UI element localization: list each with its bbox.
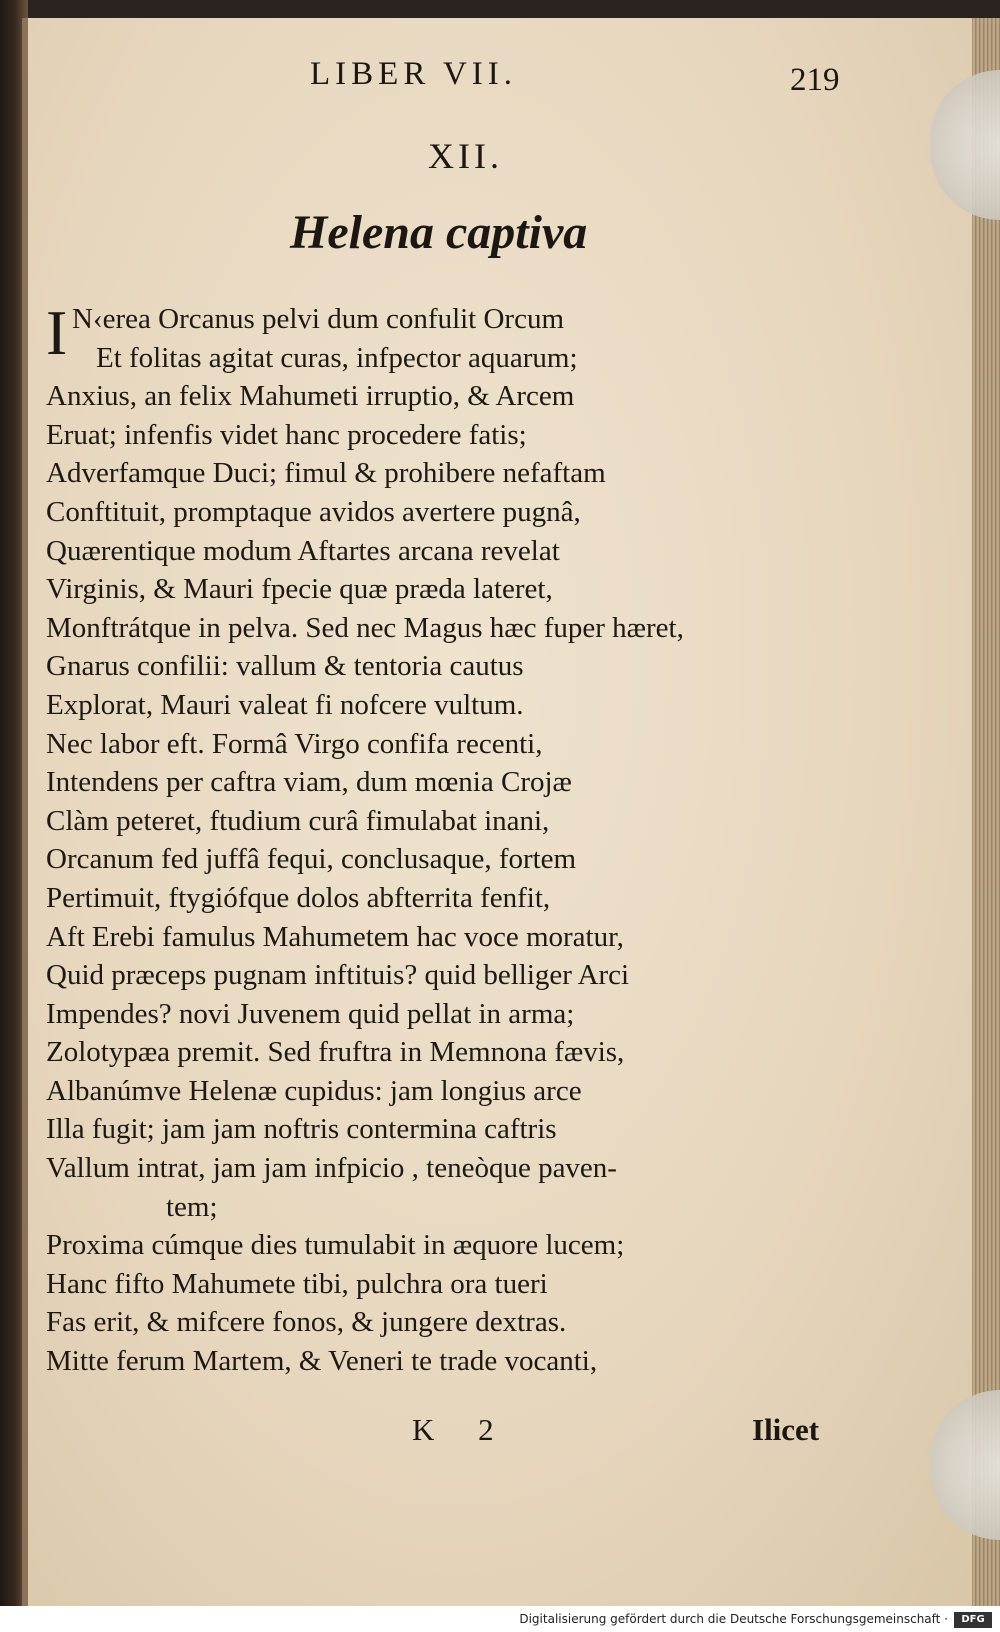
verse-line: Fas erit, & mifcere fonos, & jungere dextras.: [46, 1306, 567, 1339]
verse-line: Monftrátque in pelva. Sed nec Magus hæc fuper hæret,: [46, 611, 684, 644]
verse-line: Eruat; infenfis videt hanc procedere fatis;: [46, 418, 527, 451]
page-number: 219: [790, 62, 840, 98]
signature-mark: K 2: [412, 1412, 512, 1447]
verse-line: Pertimuit, ftygiófque dolos abfterrita fenfit,: [46, 881, 551, 914]
verse-line: Quærentique modum Aftartes arcana revelat: [46, 534, 560, 567]
verse-line: Gnarus confilii: vallum & tentoria cautus: [46, 650, 524, 683]
dfg-logo: DFG: [954, 1612, 992, 1628]
drop-initial: I: [46, 297, 68, 368]
verse-line: Zolotypæa premit. Sed fruftra in Memnona fævis,: [46, 1036, 625, 1069]
verse-line: Hanc fifto Mahumete tibi, pulchra ora tueri: [46, 1267, 548, 1300]
verse-line: Impendes? novi Juvenem quid pellat in arma;: [46, 997, 575, 1030]
verse-line: Mitte ferum Martem, & Veneri te trade vocanti,: [46, 1345, 598, 1378]
footer-bar: [0, 1606, 1000, 1632]
verse-line: Intendens per caftra viam, dum mœnia Crojæ: [46, 766, 572, 799]
verse-line: Virginis, & Mauri fpecie quæ præda lateret,: [46, 573, 553, 606]
verse-line: Et folitas agitat curas, infpector aquarum;: [96, 341, 578, 374]
verse-line: Anxius, an felix Mahumeti irruptio, & Arcem: [46, 380, 575, 413]
verse-line: N‹erea Orcanus pelvi dum confulit Orcum: [72, 303, 565, 335]
verse-line: Aft Erebi famulus Mahumetem hac voce moratur,: [46, 920, 624, 953]
verse-line: Quid præceps pugnam inftituis? quid belliger Arci: [46, 959, 630, 992]
verse-line: Explorat, Mauri valeat fi nofcere vultum.: [46, 688, 524, 721]
funding-credit: Digitalisierung gefördert durch die Deutsche Forschungsgemeinschaft ·: [519, 1612, 948, 1626]
catchword: Ilicet: [752, 1412, 820, 1447]
verse-line: Proxima cúmque dies tumulabit in æquore lucem;: [46, 1229, 625, 1262]
verse-line: Clàm peteret, ftudium curâ fimulabat inani,: [46, 804, 550, 837]
verse-line: Albanúmve Helenæ cupidus: jam longius arce: [46, 1074, 582, 1107]
chapter-title: Helena captiva: [290, 206, 588, 259]
verse-line: Orcanum fed juffâ fequi, conclusaque, fortem: [46, 843, 577, 876]
verse-block: [46, 297, 846, 1381]
verse-line: Adverfamque Duci; fimul & prohibere nefaftam: [46, 457, 606, 490]
chapter-number: XII.: [428, 136, 503, 176]
running-head: LIBER VII.: [310, 56, 518, 92]
page-edges: [972, 18, 1000, 1618]
verse-line: Vallum intrat, jam jam infpicio , teneòque paven-: [46, 1152, 617, 1185]
verse-line-continuation: tem;: [166, 1190, 218, 1223]
verse-line: Conftituit, promptaque avidos avertere pugnâ,: [46, 495, 581, 528]
verse-line: Illa fugit; jam jam noftris contermina caftris: [46, 1113, 557, 1146]
verse-line: Nec labor eft. Formâ Virgo confifa recenti,: [46, 727, 543, 760]
